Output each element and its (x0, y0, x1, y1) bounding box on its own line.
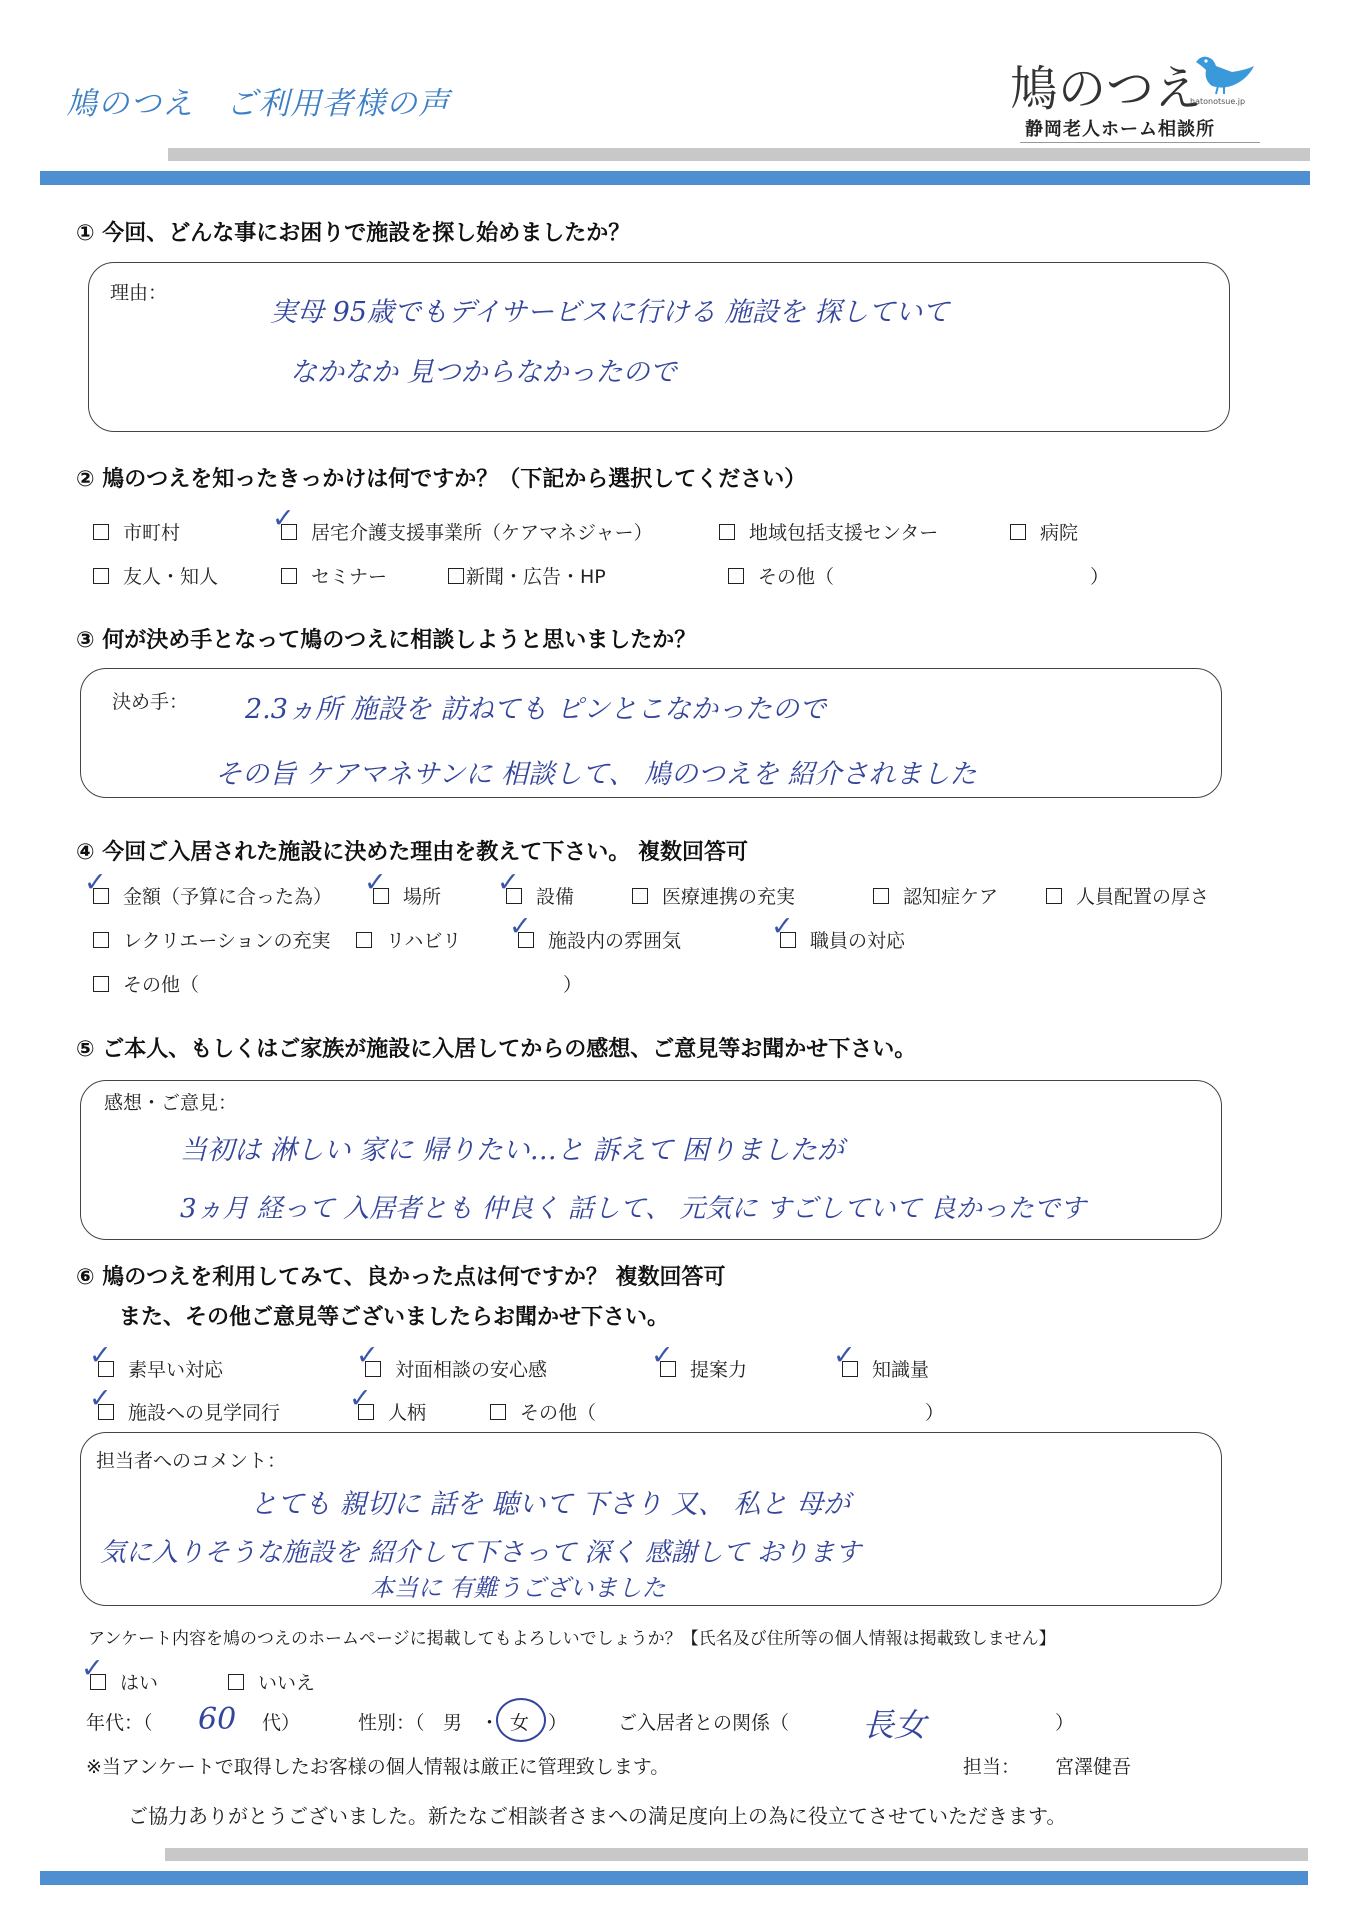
q1-answer-line-1: 実母 95歳でもデイサービスに行ける 施設を 探していて (270, 297, 950, 328)
logo-name: 鳩のつえ (1010, 61, 1203, 117)
checkbox-checked[interactable] (373, 888, 389, 904)
q6-title-2: また、その他ご意見等ございましたらお聞かせ下さい。 (119, 1305, 670, 1330)
q6-comment-line-3: 本当に 有難うございました (370, 1574, 666, 1602)
q6-option-other[interactable]: その他（ (490, 1398, 596, 1425)
gender-label: 性別：（ (358, 1712, 425, 1734)
q2-option[interactable]: ✓ 居宅介護支援事業所（ケアマネジャー） (281, 518, 653, 545)
logo-underline (1020, 142, 1260, 143)
q3-label: 決め手： (112, 691, 189, 713)
checkbox[interactable] (448, 568, 464, 584)
q4-option[interactable]: 人員配置の厚さ (1046, 882, 1209, 909)
checkbox[interactable] (719, 524, 735, 540)
footer-bar-gray (165, 1848, 1308, 1861)
checkbox[interactable] (281, 568, 297, 584)
q6-comment-line-2: 気に入りそうな施設を 紹介して下さって 深く 感謝して おります (100, 1538, 862, 1568)
q4-other-close: ） (563, 974, 583, 996)
staff-name: 宮澤健吾 (1055, 1756, 1132, 1778)
header-bar-gray (168, 148, 1310, 161)
logo-url: hatonotsue.jp (1190, 97, 1246, 106)
age-value: 60 (198, 1702, 237, 1737)
q4-title: ④ 今回ご入居された施設に決めた理由を教えて下さい。 複数回答可 (76, 840, 748, 865)
footer-bar-blue (40, 1871, 1308, 1885)
q2-title: ② 鳩のつえを知ったきっかけは何ですか？（下記から選択してください） (76, 467, 807, 492)
publish-no-option[interactable]: いいえ (228, 1668, 315, 1695)
checkbox[interactable] (1010, 524, 1026, 540)
q6-comment-line-1: とても 親切に 話を 聴いて 下さり 又、 私と 母が (250, 1489, 851, 1520)
q6-comment-label: 担当者へのコメント： (96, 1450, 287, 1472)
q1-answer-line-2: なかなか 見つからなかったので (290, 357, 677, 388)
q3-title: ③ 何が決め手となって鳩のつえに相談しようと思いましたか？ (76, 628, 697, 653)
q6-option[interactable]: ✓ 提案力 (660, 1355, 747, 1382)
page-title: 鳩のつえ ご利用者様の声 (66, 86, 450, 122)
checkbox-checked[interactable] (98, 1404, 114, 1420)
checkbox-checked[interactable] (358, 1404, 374, 1420)
checkbox[interactable] (873, 888, 889, 904)
q5-answer-line-1: 当初は 淋しい 家に 帰りたい…と 訴えて 困りましたが (180, 1135, 844, 1166)
q4-option-other[interactable]: その他（ (93, 970, 199, 997)
q1-title: ① 今回、どんな事にお困りで施設を探し始めましたか？ (76, 221, 631, 246)
q4-option[interactable]: ✓ 職員の対応 (780, 926, 905, 953)
q1-label: 理由： (110, 282, 168, 304)
checkbox-checked[interactable] (780, 932, 796, 948)
q2-option[interactable]: 病院 (1010, 518, 1078, 545)
age-suffix: 代） (262, 1712, 301, 1734)
office-name: 静岡老人ホーム相談所 (1025, 119, 1215, 140)
gender-female: 女 (510, 1712, 530, 1734)
q5-label: 感想・ご意見： (104, 1092, 238, 1114)
checkbox-checked[interactable] (842, 1361, 858, 1377)
gender-male: 男 (443, 1712, 463, 1734)
q4-option[interactable]: 認知症ケア (873, 882, 998, 909)
footer-message: ご協力ありがとうございました。新たなご相談者さまへの満足度向上の為に役立てさせていただきます。 (128, 1804, 1067, 1828)
q2-option[interactable]: 市町村 (93, 518, 180, 545)
q5-title: ⑤ ご本人、もしくはご家族が施設に入居してからの感想、ご意見等お聞かせ下さい。 (76, 1037, 917, 1062)
q4-option[interactable]: ✓ 設備 (506, 882, 574, 909)
q2-other-close: ） (1090, 566, 1110, 588)
q2-option[interactable]: 地域包括支援センター (719, 518, 938, 545)
relation-label: ご入居者との関係（ (618, 1712, 790, 1734)
dove-logo-icon (1188, 50, 1258, 96)
q2-option[interactable]: セミナー (281, 562, 387, 589)
checkbox[interactable] (728, 568, 744, 584)
checkbox[interactable] (228, 1674, 244, 1690)
checkbox-checked[interactable] (660, 1361, 676, 1377)
gender-close: ） (548, 1712, 568, 1734)
gender-selected-circle (496, 1698, 546, 1742)
checkbox-checked[interactable] (518, 932, 534, 948)
q6-option[interactable]: ✓ 対面相談の安心感 (365, 1355, 547, 1382)
publish-question: アンケート内容を鳩のつえのホームページに掲載してもよろしいでしょうか？【氏名及び住所等の個人情報は掲載致しません】 (88, 1629, 1056, 1649)
checkbox-checked[interactable] (506, 888, 522, 904)
checkbox-checked[interactable] (93, 888, 109, 904)
header-bar-blue (40, 171, 1310, 185)
q6-option[interactable]: ✓ 施設への見学同行 (98, 1398, 280, 1425)
q4-option[interactable]: ✓ 施設内の雰囲気 (518, 926, 681, 953)
checkbox[interactable] (93, 976, 109, 992)
q6-option[interactable]: ✓ 素早い対応 (98, 1355, 223, 1382)
q4-option[interactable]: ✓ 金額（予算に合った為） (93, 882, 332, 909)
q2-option[interactable]: 友人・知人 (93, 562, 218, 589)
q5-answer-line-2: 3ヵ月 経って 入居者とも 仲良く 話して、 元気に すごしていて 良かったです (180, 1194, 1086, 1224)
gender-dot: ・ (480, 1712, 500, 1734)
checkbox[interactable] (1046, 888, 1062, 904)
privacy-notice: ※当アンケートで取得したお客様の個人情報は厳正に管理致します。 (86, 1756, 670, 1778)
q4-option[interactable]: リハビリ (356, 926, 461, 953)
relation-close: ） (1055, 1712, 1075, 1734)
q6-other-close: ） (925, 1402, 945, 1424)
q3-answer-line-1: 2.3ヵ所 施設を 訪ねても ピンとこなかったので (245, 694, 827, 725)
q4-option[interactable]: レクリエーションの充実 (93, 926, 330, 953)
checkbox[interactable] (356, 932, 372, 948)
staff-label: 担当： (963, 1756, 1021, 1778)
checkbox[interactable] (490, 1404, 506, 1420)
q4-option[interactable]: 医療連携の充実 (632, 882, 795, 909)
checkbox-checked[interactable] (98, 1361, 114, 1377)
q4-option[interactable]: ✓ 場所 (373, 882, 441, 909)
checkbox-checked[interactable] (90, 1674, 106, 1690)
q3-answer-line-2: その旨 ケアマネサンに 相談して、 鳩のつえを 紹介されました (215, 759, 977, 790)
q1-answer-box (88, 262, 1230, 432)
age-label: 年代：（ (86, 1712, 153, 1734)
checkbox-checked[interactable] (365, 1361, 381, 1377)
q2-option[interactable]: 新聞・広告・HP (448, 562, 606, 589)
checkbox-checked[interactable] (281, 524, 297, 540)
checkbox[interactable] (93, 932, 109, 948)
checkbox[interactable] (93, 568, 109, 584)
q2-option-other[interactable]: その他（ (728, 562, 834, 589)
checkbox[interactable] (93, 524, 109, 540)
q6-title: ⑥ 鳩のつえを利用してみて、良かった点は何ですか？ 複数回答可 (76, 1265, 726, 1290)
checkbox[interactable] (632, 888, 648, 904)
publish-yes-option[interactable]: ✓ はい (90, 1668, 158, 1695)
q6-option[interactable]: ✓ 知識量 (842, 1355, 929, 1382)
relation-value: 長女 (862, 1706, 927, 1744)
q6-option[interactable]: ✓ 人柄 (358, 1398, 426, 1425)
